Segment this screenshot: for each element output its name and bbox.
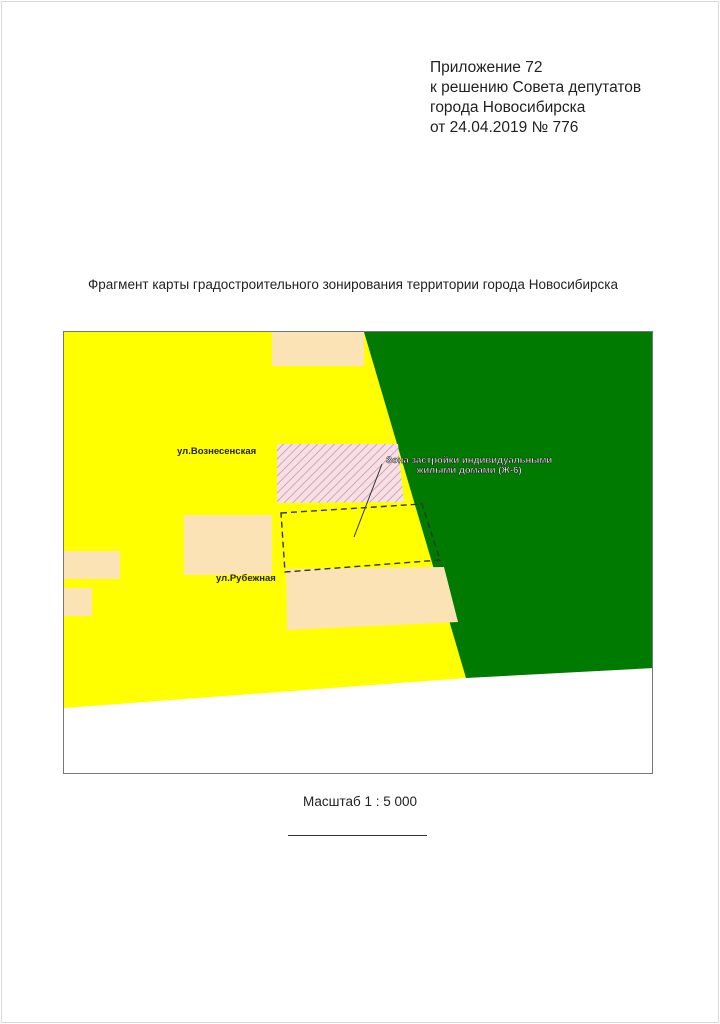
appendix-line-2: к решению Совета депутатов bbox=[430, 79, 642, 96]
parcel-bottom bbox=[286, 567, 458, 630]
street-label-rubezhnaya: ул.Рубежная bbox=[216, 573, 276, 584]
appendix-line-3: города Новосибирска bbox=[430, 99, 586, 116]
scale-label: Масштаб 1 : 5 000 bbox=[302, 794, 418, 809]
scale-bar bbox=[288, 835, 427, 836]
parcel-top bbox=[272, 332, 364, 366]
street-label-voznesenskaya: ул.Вознесенская bbox=[177, 446, 257, 457]
map-frame bbox=[63, 331, 653, 774]
appendix-header bbox=[430, 58, 641, 138]
zone-label-line-1: Зона застройки индивидуальными bbox=[386, 455, 553, 466]
map-title: Фрагмент карты градостроительного зонирования территории города Новосибирска bbox=[87, 277, 619, 292]
zoning-map bbox=[64, 332, 652, 773]
zone-label-line-2: жилыми домами (Ж-6) bbox=[416, 465, 522, 476]
hatched-area bbox=[277, 444, 404, 503]
zone-label bbox=[386, 456, 552, 476]
appendix-line-4: от 24.04.2019 № 776 bbox=[430, 119, 579, 136]
parcel-left-lower bbox=[64, 588, 92, 616]
appendix-line-1: Приложение 72 bbox=[430, 59, 543, 76]
parcel-left-upper bbox=[64, 551, 120, 579]
parcel-middle-left bbox=[184, 515, 272, 575]
